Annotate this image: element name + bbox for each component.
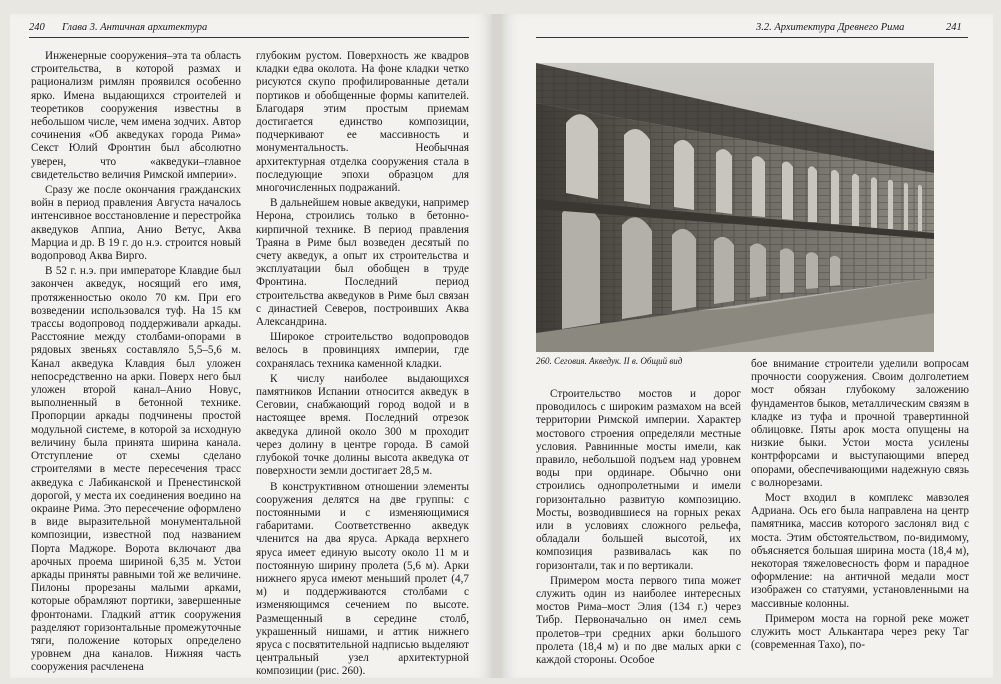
paragraph: Строительство мостов и дорог проводилось с широким размахом на всей территории Римской империи. Характер мостового строения определяли местные условия. Равнинные мосты имели, как правило, небольшой подъем над уровнем воды при ординаре. Обычно они строились однопролетными и имели горизонтально развитую композицию. Мосты, возводившиеся на горных реках или в условиях сложного рельефа, обладали большей высотой, их композиция развивалась как по горизонтали, так и по вертикали. (536, 388, 741, 572)
paragraph: Сразу же после окончания гражданских войн в период правления Августа началось интенсивное восстановление и перестройка акведуков Аппиа, Анио Ветус, Аква Марциа и др. В 19 г. до н.э. строится новый водопровод Аква Вирго. (31, 184, 241, 263)
left-header-rule (29, 37, 469, 38)
figure-caption: 260. Сеговия. Акведук. II в. Общий вид (536, 356, 683, 366)
paragraph: Примером моста первого типа может служить один из наиболее интересных мостов Рима–мост Элия (134 г.) через Тибр. Первоначально он имел семь пролетов–три средних арки большого пролета (18,4 м) и по две малых арки с каждой стороны. Особое (536, 574, 741, 667)
paragraph: Инженерные сооружения–эта та область строительства, в которой размах и рационализм римлян проявился особенно ярко. Имена выдающихся строителей и теоретиков сооружения известны в небольшом числе, чем имена зодчих. Автор сочинения «Об акведуках города Рима» Секст Юлий Фронтин был абсолютно уверен, что «акведуки–главное свидетельство величия Римской империи». (31, 50, 241, 181)
paragraph: В конструктивном отношении элементы сооружения делятся на две группы: с постоянными и с изменяющимися габаритами. Соответственно акведук членится на два яруса. Аркада верхнего яруса имеет единую высоту около 11 м и постоянную ширину пролета (5,6 м). Арки нижнего яруса имеют меньший пролет (4,7 м) и поддерживаются столбами с изменяющимся сечением по высоте. Размещенный в середине столб, украшенный нишами, и аттик нижнего яруса с посвятительной надписью выделяют центральный узел архитектурной композиции (рис. 260). (256, 480, 469, 678)
left-page-number: 240 (29, 22, 45, 33)
right-header-rule (536, 37, 968, 38)
paragraph: В 52 г. н.э. при императоре Клавдие был закончен акведук, носящий его имя, протяженностью около 70 км. При его возведении использовался туф. На 15 км трассы водопровод поддерживали аркады. Расстояние между столбами-опорами в рядовых звеньях составляло 5,5–5,6 м. Канал акведука Клавдия был уложен непосредственно на арки. Поверх него был уложен второй канал–Анио Новус, выполненный в бетонной технике. Пропорции аркады подчинены простой модульной системе, в которой за исходную величину была принята ширина канала. Отступление от схемы сделано строителями в месте пересечения трасс акведука с Лабиканской и Пренестинской дорогой, у места их соединения воедино на окраине Рима. Это пересечение оформлено в виде выразительной монументальной композиции, известной под названием Порта Маджоре. Ворота включают два арочных проема шириной 6,35 м. Устои аркады приняты равными той же величине. Пилоны прорезаны малыми арками, которые обрамляют портики, завершенные фронтонами. Гладкий аттик сооружения разделяют горизонтальные промежуточные тяги, положение которых определено уровнем дна каналов. Нижняя часть сооружения расчленена (31, 265, 241, 674)
paragraph: глубоким рустом. Поверхность же квадров кладки едва околота. На фоне кладки четко рисуются скупо профилированные детали портиков и обобщенные формы капителей. Благодаря этим простым приемам достигается единство композиции, подчеркивают ее массивность и монументальность. Необычная архитектурная отделка сооружения стала в последующие эпохи образцом для многочисленных подражаний. (256, 50, 469, 195)
right-page-number: 241 (946, 22, 962, 33)
left-running-title: Глава 3. Античная архитектура (62, 22, 208, 33)
left-column-2 (256, 50, 469, 681)
right-column-1 (536, 388, 741, 669)
paragraph: Примером моста на горной реке может служить мост Алькантара через реку Таг (современная Тахо), по- (751, 612, 969, 652)
right-running-title: 3.2. Архитектура Древнего Рима (756, 22, 905, 33)
paragraph: Мост входил в комплекс мавзолея Адриана. Ось его была направлена на центр памятника, массив которого заслонял вид с моста. Этим обстоятельством, по-видимому, объясняется большая ширина моста (18,4 м), некоторая тяжеловесность форм и парадное оформление: на античной медали мост изображен со статуями, установленными на массивные колонны. (751, 492, 969, 610)
aqueduct-photo (536, 63, 934, 352)
right-column-2 (751, 358, 969, 654)
paragraph: бое внимание строители уделили вопросам прочности сооружения. Своим долголетием мост обязан глубокому заложению фундаментов быков, металлическим связям в кладке из туфа и прочной травертинной облицовке. Пяты арок моста опущены на низкие быки. Устои моста усилены контрфорсами и выступающими вперед опорами, обеспечивающими надежную связь с волнорезами. (751, 358, 969, 489)
aqueduct-illustration (536, 63, 934, 352)
paragraph: К числу наиболее выдающихся памятников Испании относится акведук в Сеговии, снабжающий город водой и в настоящее время. Последний отрезок акведука длиной около 300 м проходит через долину в центре города. В самой глубокой точке долины высота акведука от поверхности земли достигает 28,5 м. (256, 372, 469, 478)
paragraph: В дальнейшем новые акведуки, например Нерона, строились только в бетонно-кирпичной технике. В период правления Траяна в Риме был возведен десятый по счету акведук, а опыт их строительства и эксплуатации был обобщен в труде Фронтина. Последний период строительства акведуков в Риме был связан с династией Северов, построивших Аква Александрина. (256, 197, 469, 329)
paragraph: Широкое строительство водопроводов велось в провинциях империи, где сохранялась техника каменной кладки. (256, 331, 469, 370)
left-column-1 (31, 50, 241, 677)
